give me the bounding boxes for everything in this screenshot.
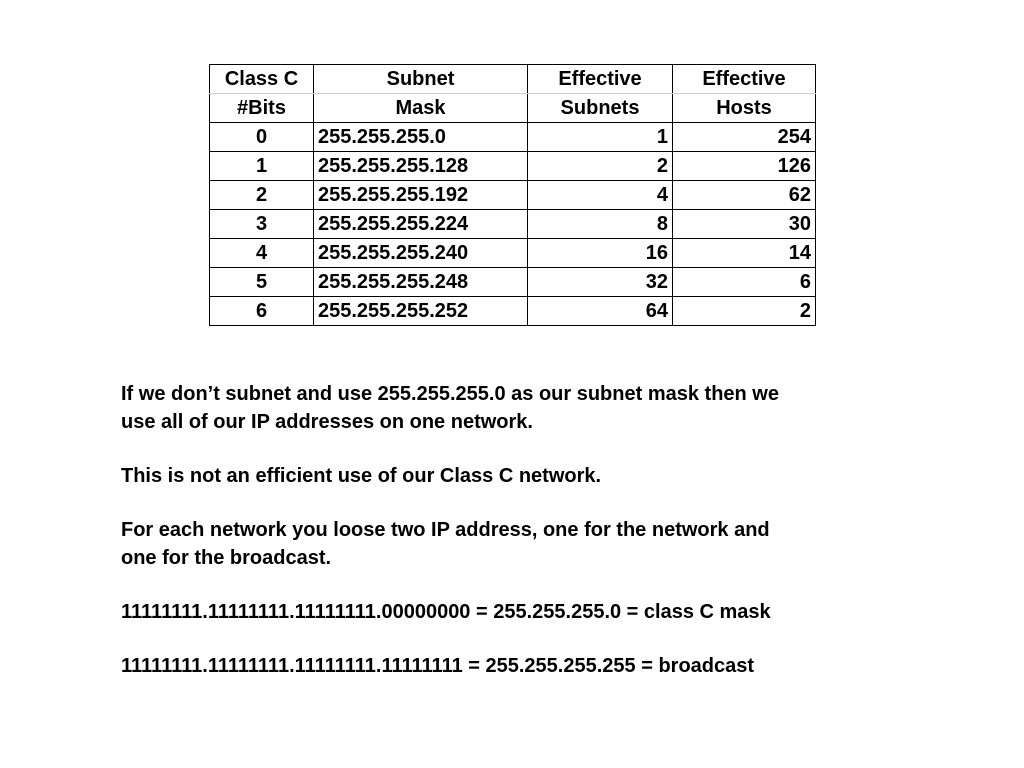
table-row [210,239,816,268]
table-header-row-bottom [210,94,816,123]
cell-hosts: 14 [673,239,816,268]
cell-bits: 2 [210,181,314,210]
table-row [210,210,816,239]
cell-bits: 0 [210,123,314,152]
cell-mask: 255.255.255.192 [314,181,528,210]
cell-hosts: 254 [673,123,816,152]
note-inefficient: This is not an efficient use of our Class C network. [121,465,602,487]
cell-hosts: 30 [673,210,816,239]
cell-subnets: 1 [528,123,673,152]
cell-mask: 255.255.255.0 [314,123,528,152]
cell-hosts: 2 [673,297,816,326]
note-class-c-mask: 11111111.11111111.11111111.00000000 = 255.255.255.0 = class C mask [121,601,771,623]
cell-mask: 255.255.255.128 [314,152,528,181]
table-row [210,268,816,297]
header-subnets: Subnets [528,94,673,123]
note-lost-addresses: For each network you loose two IP address, one for the network and one for the broadcast. [121,519,770,569]
notes-section [121,380,921,706]
cell-subnets: 2 [528,152,673,181]
header-bits: #Bits [210,94,314,123]
cell-bits: 4 [210,239,314,268]
table-row [210,181,816,210]
cell-mask: 255.255.255.252 [314,297,528,326]
header-subnet: Subnet [314,65,528,94]
table-row [210,152,816,181]
cell-subnets: 4 [528,181,673,210]
cell-subnets: 8 [528,210,673,239]
cell-subnets: 16 [528,239,673,268]
header-effective-subnets-top: Effective [528,65,673,94]
table-row [210,297,816,326]
cell-subnets: 64 [528,297,673,326]
table-header-row-top [210,65,816,94]
cell-bits: 1 [210,152,314,181]
cell-bits: 6 [210,297,314,326]
table-row [210,123,816,152]
header-class-c: Class C [210,65,314,94]
cell-hosts: 6 [673,268,816,297]
cell-hosts: 62 [673,181,816,210]
cell-bits: 5 [210,268,314,297]
cell-subnets: 32 [528,268,673,297]
header-hosts: Hosts [673,94,816,123]
note-broadcast: 11111111.11111111.11111111.11111111 = 255.255.255.255 = broadcast [121,655,755,677]
header-effective-hosts-top: Effective [673,65,816,94]
cell-bits: 3 [210,210,314,239]
cell-mask: 255.255.255.240 [314,239,528,268]
cell-mask: 255.255.255.248 [314,268,528,297]
cell-mask: 255.255.255.224 [314,210,528,239]
note-no-subnet: If we don’t subnet and use 255.255.255.0 as our subnet mask then we use all of our IP addresses on one network. [121,383,779,433]
header-mask: Mask [314,94,528,123]
subnet-table [209,64,816,326]
cell-hosts: 126 [673,152,816,181]
